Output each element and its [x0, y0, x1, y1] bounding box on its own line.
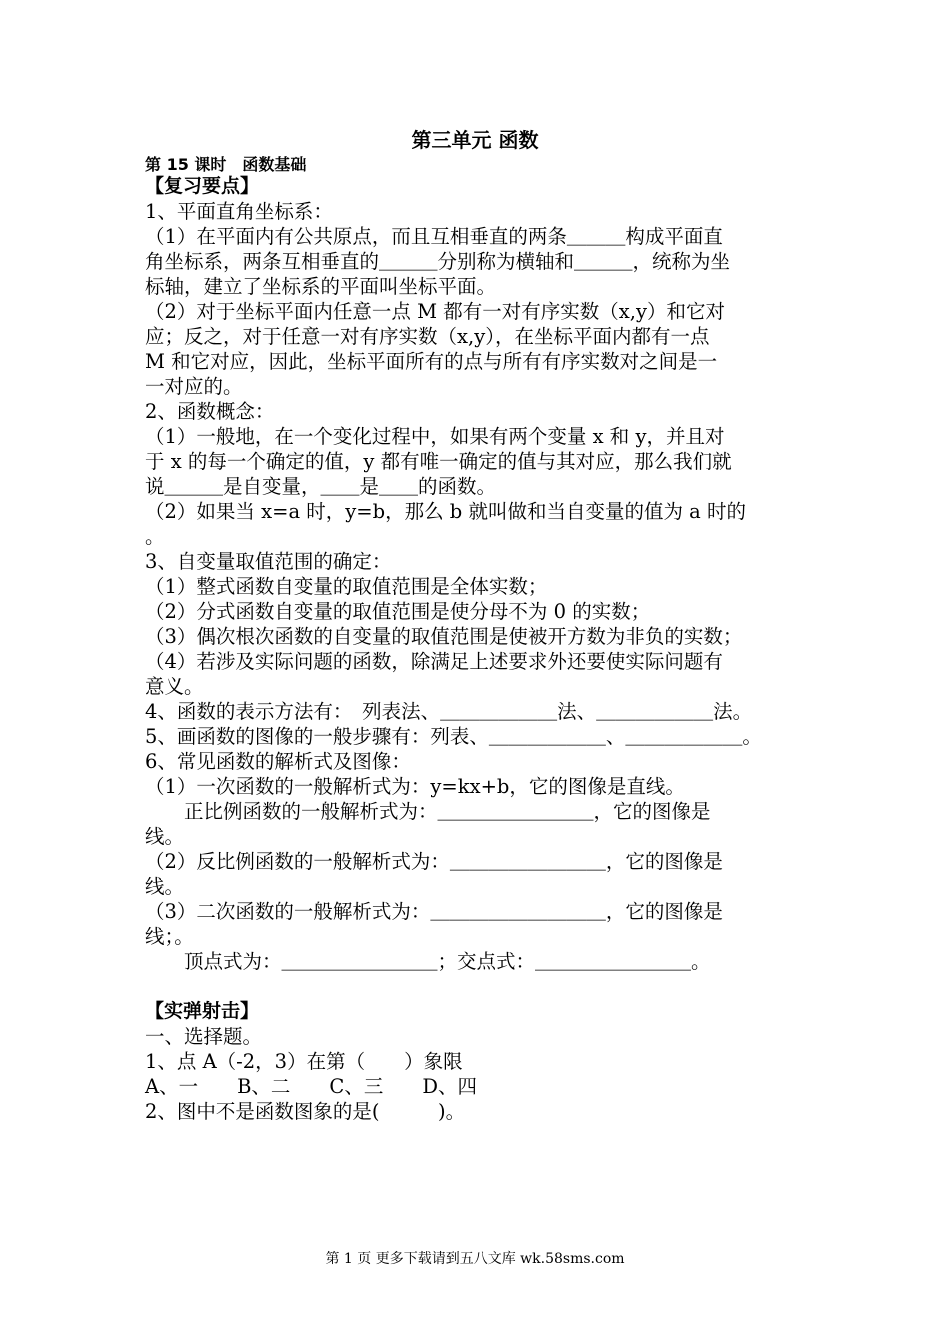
text-line: M 和它对应，因此，坐标平面所有的点与所有有序实数对之间是一 — [145, 350, 718, 373]
text-line: （3）二次函数的一般解析式为：＿＿＿＿＿＿＿＿＿，它的图像是 — [145, 900, 723, 923]
document-body — [145, 174, 825, 1124]
text-line: 1、平面直角坐标系： — [145, 200, 333, 223]
text-line: 应；反之，对于任意一对有序实数（x,y），在坐标平面内都有一点 — [145, 325, 710, 348]
text-line: 一对应的。 — [145, 375, 243, 398]
text-line: 3、自变量取值范围的确定： — [145, 550, 392, 573]
text-line: （1）整式函数自变量的取值范围是全体实数； — [145, 575, 548, 598]
text-line: 意义。 — [145, 675, 204, 698]
text-line: 顶点式为：＿＿＿＿＿＿＿＿；交点式：＿＿＿＿＿＿＿＿。 — [145, 950, 711, 973]
text-line: （3）偶次根次函数的自变量的取值范围是使被开方数为非负的实数； — [145, 625, 743, 648]
text-line: 正比例函数的一般解析式为：＿＿＿＿＿＿＿＿，它的图像是 — [145, 800, 711, 823]
text-line: 于 x 的每一个确定的值，y 都有唯一确定的值与其对应，那么我们就 — [145, 450, 732, 473]
text-line: 2、函数概念： — [145, 400, 275, 423]
text-line: （2）如果当 x=a 时，y=b，那么 b 就叫做和当自变量的值为 a 时的 — [145, 500, 747, 523]
text-line: 5、画函数的图像的一般步骤有：列表、＿＿＿＿＿＿、＿＿＿＿＿＿。 — [145, 725, 762, 748]
text-line: 标轴，建立了坐标系的平面叫坐标平面。 — [145, 275, 497, 298]
text-line: 角坐标系，两条互相垂直的＿＿＿分别称为横轴和＿＿＿，统称为坐 — [145, 250, 731, 273]
text-line: （1）一次函数的一般解析式为：y=kx+b，它的图像是直线。 — [145, 775, 685, 798]
text-line: （2）对于坐标平面内任意一点 M 都有一对有序实数（x,y）和它对 — [145, 300, 725, 323]
blank-line — [145, 974, 825, 999]
text-line: 6、常见函数的解析式及图像： — [145, 750, 411, 773]
section-heading-review: 【复习要点】 — [145, 175, 260, 197]
text-line: （1）一般地，在一个变化过程中，如果有两个变量 x 和 y，并且对 — [145, 425, 725, 448]
page-title: 第三单元 函数 — [411, 128, 539, 152]
text-line: 说＿＿＿是自变量，＿＿是＿＿的函数。 — [145, 475, 497, 498]
text-line: 。 — [145, 525, 165, 548]
text-line: 线；。 — [145, 925, 194, 948]
question-1-options: A、一 B、二 C、三 D、四 — [145, 1075, 477, 1098]
page-footer: 第 1 页 更多下载请到五八文库 wk.58sms.com — [325, 1251, 625, 1267]
text-line: （2）分式函数自变量的取值范围是使分母不为 0 的实数； — [145, 600, 651, 623]
lesson-subtitle: 第 15 课时 函数基础 — [145, 155, 307, 174]
text-line: 4、函数的表示方法有： 列表法、＿＿＿＿＿＿法、＿＿＿＿＿＿法。 — [145, 700, 753, 723]
text-line: 线。 — [145, 875, 185, 898]
text-line: 一、选择题。 — [145, 1025, 263, 1048]
question-1: 1、点 A（-2，3）在第（ ）象限 — [145, 1050, 463, 1073]
text-line: （1）在平面内有公共原点，而且互相垂直的两条＿＿＿构成平面直 — [145, 225, 723, 248]
text-line: （2）反比例函数的一般解析式为：＿＿＿＿＿＿＿＿，它的图像是 — [145, 850, 723, 873]
text-line: 线。 — [145, 825, 185, 848]
text-line: （4）若涉及实际问题的函数，除满足上述要求外还要使实际问题有 — [145, 650, 723, 673]
section-heading-practice: 【实弹射击】 — [145, 1000, 260, 1022]
question-2: 2、图中不是函数图象的是( )。 — [145, 1100, 466, 1123]
